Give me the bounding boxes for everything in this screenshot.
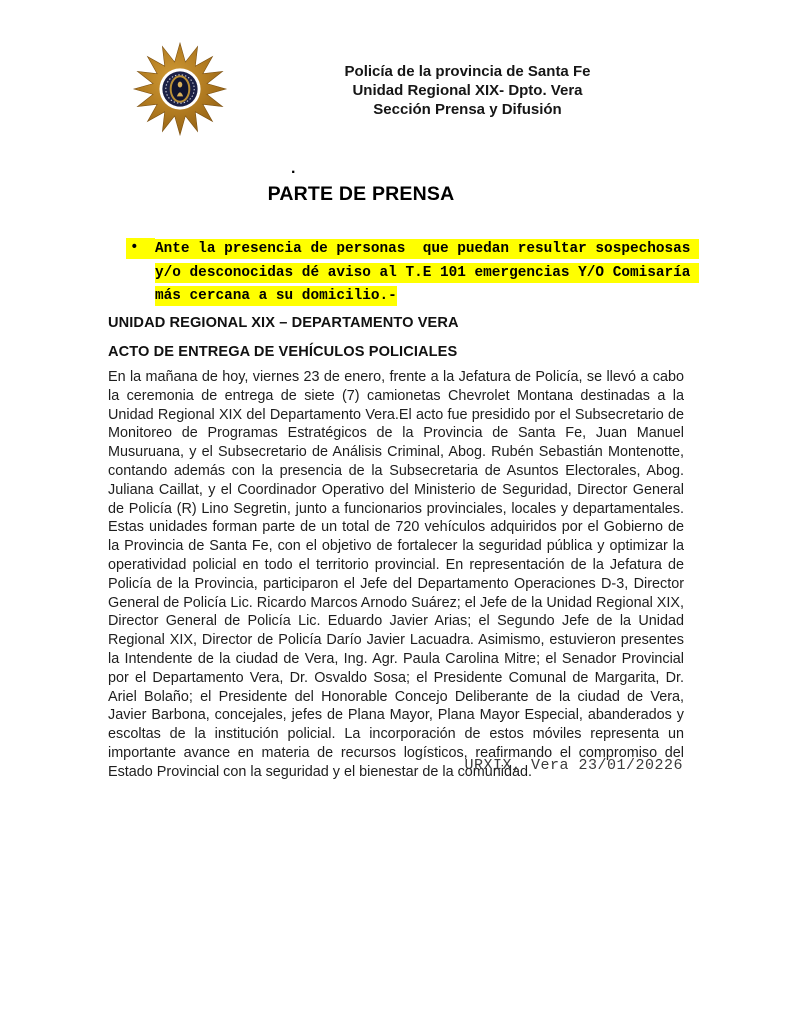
alert-text-wrap xyxy=(155,238,700,309)
alert-bullet-item xyxy=(126,238,700,309)
body-paragraph: En la mañana de hoy, viernes 23 de enero, frente a la Jefatura de Policía, se llevó a cabo la ceremonia de entrega de siete (7) camionetas Chevrolet Montana destinadas a la Unidad Regional XIX del Departamento Vera.El acto fue presidido por el Subsecretario de Monitoreo de Programas Estratégicos de la Provincia de Santa Fe, Juan Manuel Musuruana, y el Subsecretario de Análisis Criminal, Abog. Rubén Sebastián Montenotte, contando además con la presencia de la Subsecretaria de Asuntos Electorales, Abog. Juliana Caillat, y el Coordinador Operativo del Ministerio de Seguridad, Director General de Policía (R) Lino Segretin, junto a funcionarios provinciales, locales y departamentales. Estas unidades forman parte de un total de 720 vehículos adquiridos por el Gobierno de la Provincia de Santa Fe, con el objetivo de fortalecer la seguridad pública y optimizar la operatividad policial en todo el territorio provincial. En representación de la Jefatura de Policía de la Provincia, participaron el Jefe del Departamento Operaciones D-3, Director General de Policía Lic. Ricardo Marcos Arnodo Suárez; el Jefe de la Unidad Regional XIX, Director General de Policía Lic. Eduardo Javier Arias; el Segundo Jefe de la Unidad Regional XIX, Director de Policía Darío Javier Lacuadra. Asimismo, estuvieron presentes la Intendente de la ciudad de Vera, Ing. Agr. Paula Carolina Mitre; el Senador Provincial por el Departamento Vera, Dr. Osvaldo Sosa; el Presidente Comunal de Margarita, Dr. Ariel Bolaño; el Presidente del Honorable Concejo Deliberante de la ciudad de Vera, Javier Barbona, concejales, jefes de Plana Mayor, Plana Mayor Especial, abanderados y escoltas de la institución policial. La incorporación de estos móviles representa un importante avance en materia de recursos logísticos, reafirmando el compromiso del Estado Provincial con la seguridad y el bienestar de la comunidad. xyxy=(108,369,684,780)
badge-figure-head xyxy=(178,82,183,88)
bullet-marker: • xyxy=(126,238,155,259)
letterhead-line-2: Unidad Regional XIX- Dpto. Vera xyxy=(352,82,583,99)
letterhead-line-1: Policía de la provincia de Santa Fe xyxy=(344,63,591,80)
police-badge-logo xyxy=(131,40,229,138)
heading-regional-unit: UNIDAD REGIONAL XIX – DEPARTAMENTO VERA xyxy=(108,315,459,331)
heading-event: ACTO DE ENTREGA DE VEHÍCULOS POLICIALES xyxy=(108,344,458,360)
alert-highlighted-text: Ante la presencia de personas que puedan resultar sospechosas y/o desconocidas dé aviso al T.E 101 emergencias Y/O Comisaría más cercana a su domicilio.- xyxy=(155,241,700,304)
badge-center-oval xyxy=(171,76,190,101)
page-title: PARTE DE PRENSA xyxy=(267,183,455,205)
letterhead xyxy=(330,62,605,119)
letterhead-line-3: Sección Prensa y Difusión xyxy=(373,101,562,118)
police-star-badge-icon xyxy=(131,40,229,138)
stray-dot: . xyxy=(291,160,296,177)
signature-line: URXIX, Vera 23/01/20226 xyxy=(464,757,683,774)
